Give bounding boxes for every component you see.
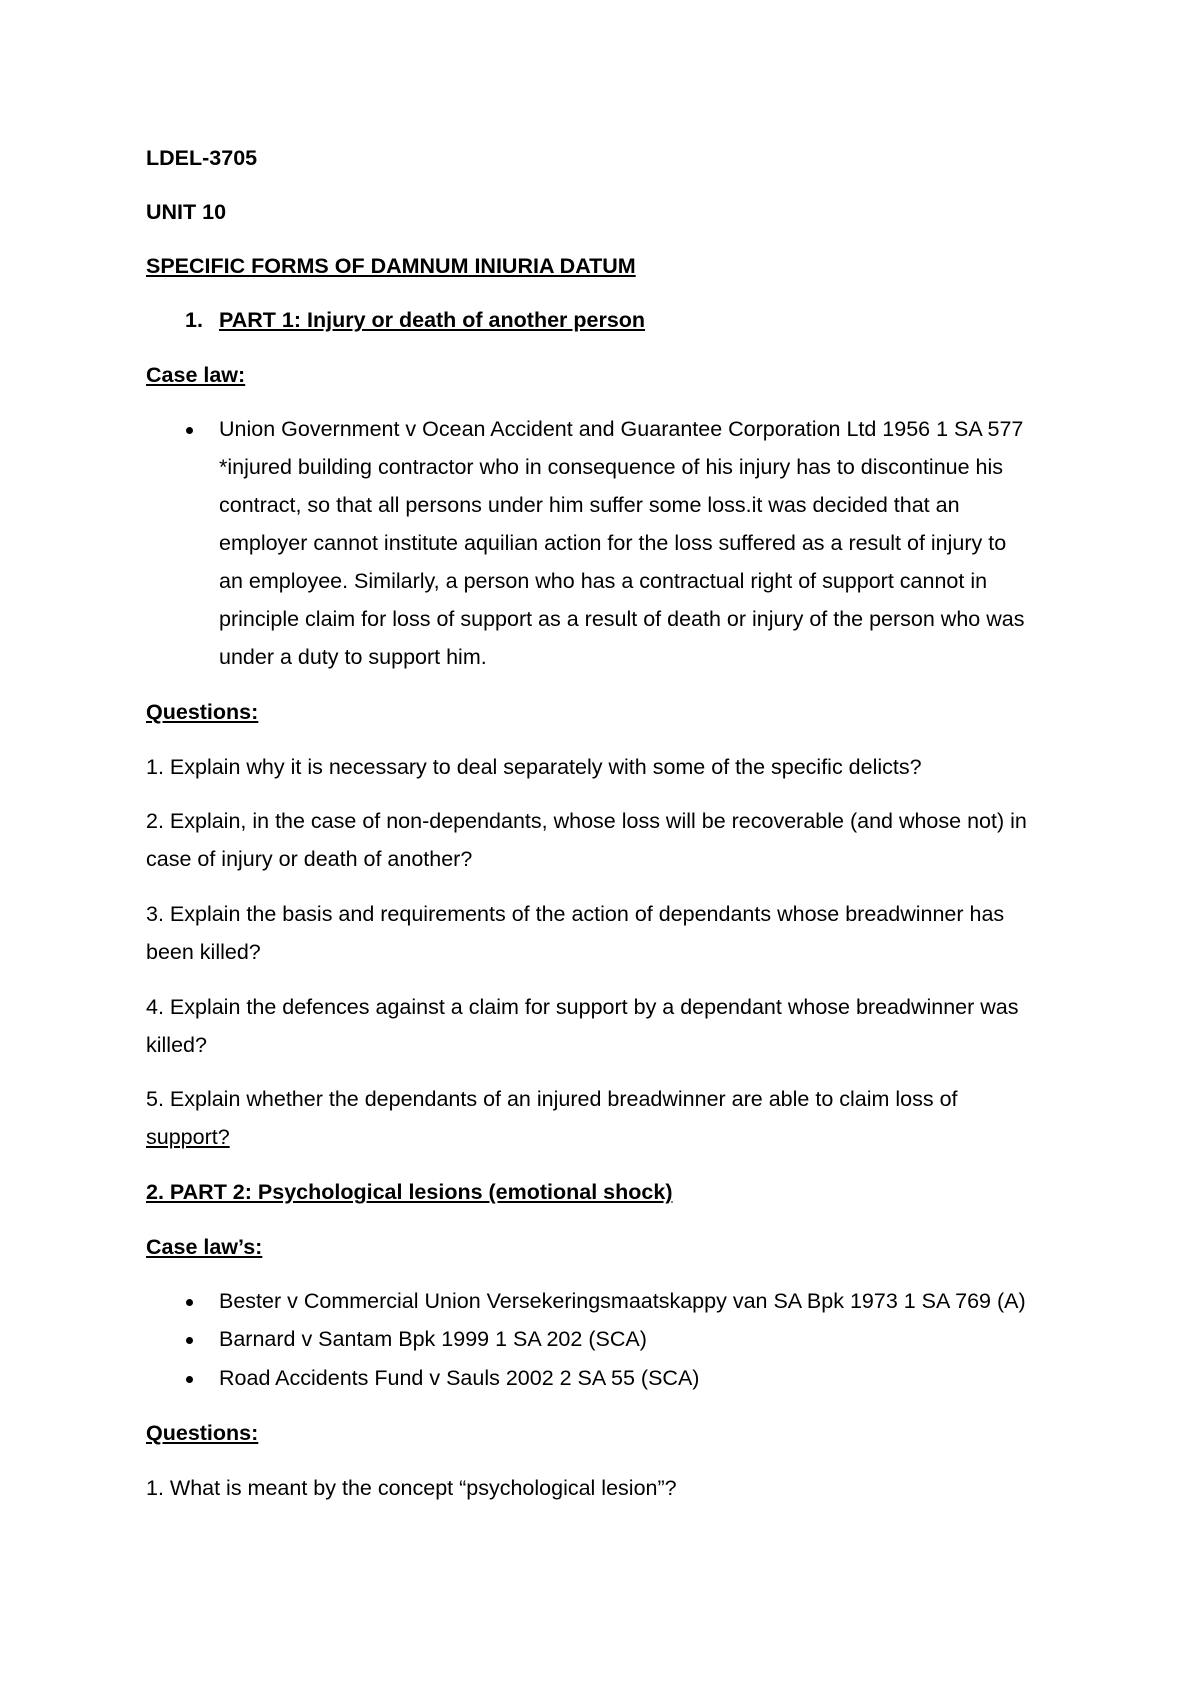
- question-5-cont: support?: [146, 1125, 230, 1149]
- part2-questions-label: Questions:: [146, 1421, 259, 1445]
- bullet-icon: [186, 1337, 193, 1344]
- case-item: Barnard v Santam Bpk 1999 1 SA 202 (SCA): [219, 1327, 647, 1351]
- case-line: Union Government v Ocean Accident and Guarantee Corporation Ltd 1956 1 SA 577: [219, 417, 1024, 441]
- case-item: Bester v Commercial Union Versekeringsmaatskappy van SA Bpk 1973 1 SA 769 (A): [219, 1289, 1026, 1313]
- bullet-icon: [186, 1376, 193, 1383]
- question-2: 2. Explain, in the case of non-dependants, whose loss will be recoverable (and whose not) in: [146, 809, 1027, 833]
- question-2-cont: case of injury or death of another?: [146, 847, 473, 871]
- part2-question-1: 1. What is meant by the concept “psychological lesion”?: [146, 1476, 677, 1500]
- document-title: SPECIFIC FORMS OF DAMNUM INIURIA DATUM: [146, 254, 636, 278]
- case-line: an employee. Similarly, a person who has a contractual right of support cannot in: [219, 569, 988, 593]
- question-1: 1. Explain why it is necessary to deal separately with some of the specific delicts?: [146, 755, 922, 779]
- bullet-icon: [186, 427, 193, 434]
- case-item: Road Accidents Fund v Sauls 2002 2 SA 55 (SCA): [219, 1366, 700, 1390]
- part2-case-law-label: Case law’s:: [146, 1235, 263, 1259]
- part1-questions-label: Questions:: [146, 700, 259, 724]
- question-4-cont: killed?: [146, 1033, 207, 1057]
- part1-heading: PART 1: Injury or death of another person: [219, 308, 646, 332]
- case-line: employer cannot institute aquilian action for the loss suffered as a result of injury to: [219, 531, 1007, 555]
- part1-case-law-label: Case law:: [146, 363, 246, 387]
- part1-number: 1.: [185, 308, 203, 332]
- question-3-cont: been killed?: [146, 940, 261, 964]
- case-line: under a duty to support him.: [219, 645, 487, 669]
- bullet-icon: [186, 1299, 193, 1306]
- unit-heading: UNIT 10: [146, 200, 227, 224]
- course-code: LDEL-3705: [146, 146, 258, 170]
- question-3: 3. Explain the basis and requirements of the action of dependants whose breadwinner has: [146, 902, 1005, 926]
- question-4: 4. Explain the defences against a claim for support by a dependant whose breadwinner was: [146, 995, 1019, 1019]
- part2-heading: 2. PART 2: Psychological lesions (emotional shock): [146, 1180, 673, 1204]
- case-line: contract, so that all persons under him suffer some loss.it was decided that an: [219, 493, 960, 517]
- case-line: *injured building contractor who in consequence of his injury has to discontinue his: [219, 455, 1004, 479]
- case-line: principle claim for loss of support as a result of death or injury of the person who was: [219, 607, 1025, 631]
- question-5: 5. Explain whether the dependants of an injured breadwinner are able to claim loss of: [146, 1087, 958, 1111]
